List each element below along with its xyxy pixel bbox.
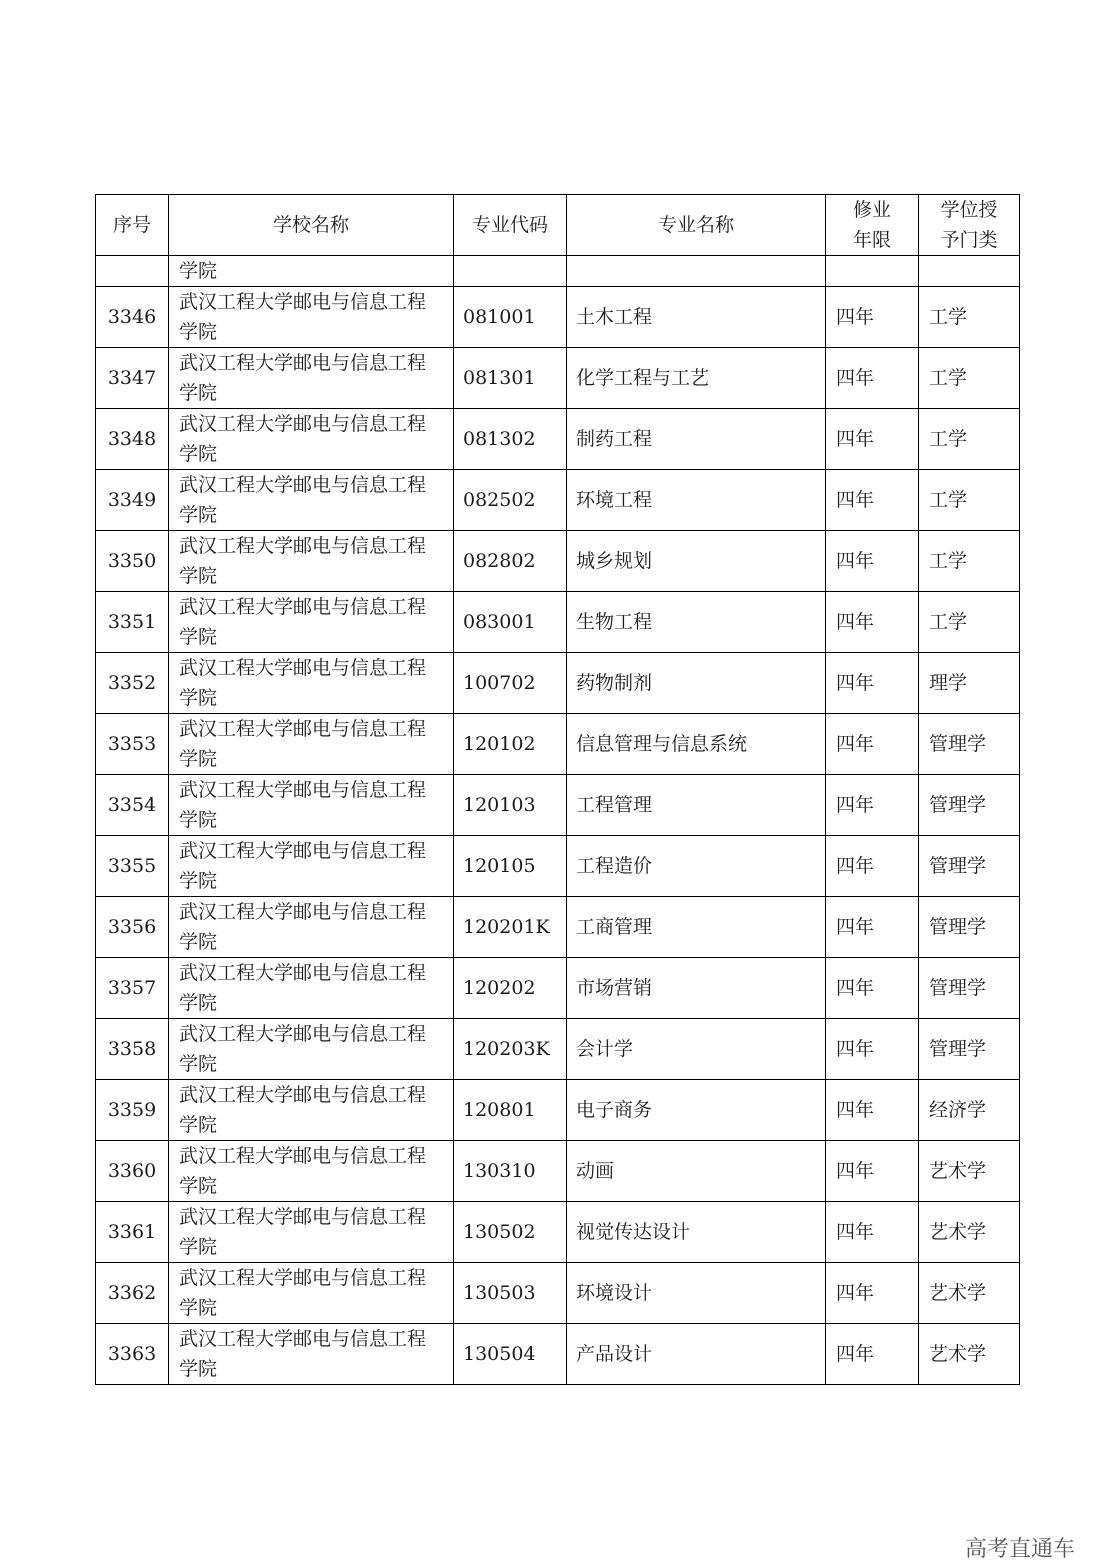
table-header-row [96, 195, 1020, 256]
cell-no: 3347 [96, 348, 169, 409]
cell-degree: 经济学 [919, 1080, 1020, 1141]
cell-code: 120103 [454, 775, 567, 836]
cell-no: 3349 [96, 470, 169, 531]
cell-no: 3361 [96, 1202, 169, 1263]
header-major: 专业名称 [567, 195, 826, 256]
cell-major: 土木工程 [567, 287, 826, 348]
table-row [96, 470, 1020, 531]
cell-code: 120202 [454, 958, 567, 1019]
cell-code: 130310 [454, 1141, 567, 1202]
table-row [96, 1324, 1020, 1385]
cell-school: 武汉工程大学邮电与信息工程 学院 [169, 653, 454, 714]
cell-major: 信息管理与信息系统 [567, 714, 826, 775]
table-row [96, 531, 1020, 592]
cell-degree: 工学 [919, 531, 1020, 592]
cell-years: 四年 [826, 897, 919, 958]
cell-no: 3357 [96, 958, 169, 1019]
cell-years: 四年 [826, 1324, 919, 1385]
table-row [96, 409, 1020, 470]
cell-years: 四年 [826, 775, 919, 836]
cell-major: 电子商务 [567, 1080, 826, 1141]
cell-no: 3353 [96, 714, 169, 775]
cell-no: 3355 [96, 836, 169, 897]
cell-school: 武汉工程大学邮电与信息工程 学院 [169, 1263, 454, 1324]
cell-degree: 艺术学 [919, 1263, 1020, 1324]
cell-code: 120203K [454, 1019, 567, 1080]
table-row [96, 714, 1020, 775]
cell-no: 3362 [96, 1263, 169, 1324]
table-row [96, 1080, 1020, 1141]
cell-code: 081301 [454, 348, 567, 409]
cell-school: 武汉工程大学邮电与信息工程 学院 [169, 1324, 454, 1385]
cell-no: 3352 [96, 653, 169, 714]
table-row [96, 897, 1020, 958]
cell-school: 武汉工程大学邮电与信息工程 学院 [169, 348, 454, 409]
cell-school: 武汉工程大学邮电与信息工程 学院 [169, 470, 454, 531]
cell-school: 武汉工程大学邮电与信息工程 学院 [169, 592, 454, 653]
cell-code: 083001 [454, 592, 567, 653]
table-row [96, 653, 1020, 714]
cell-degree: 工学 [919, 348, 1020, 409]
cell-code: 120201K [454, 897, 567, 958]
cell-major: 工商管理 [567, 897, 826, 958]
cell-degree: 工学 [919, 409, 1020, 470]
table-row [96, 1019, 1020, 1080]
cell-code: 120801 [454, 1080, 567, 1141]
cell-school: 武汉工程大学邮电与信息工程 学院 [169, 531, 454, 592]
cell-school: 武汉工程大学邮电与信息工程 学院 [169, 958, 454, 1019]
cell-years: 四年 [826, 836, 919, 897]
cell-years: 四年 [826, 1080, 919, 1141]
cell-degree: 艺术学 [919, 1141, 1020, 1202]
cell-years: 四年 [826, 653, 919, 714]
cell-major [567, 256, 826, 287]
cell-no: 3360 [96, 1141, 169, 1202]
cell-major: 城乡规划 [567, 531, 826, 592]
cell-school: 武汉工程大学邮电与信息工程 学院 [169, 1202, 454, 1263]
cell-school: 武汉工程大学邮电与信息工程 学院 [169, 1019, 454, 1080]
cell-no: 3363 [96, 1324, 169, 1385]
cell-years: 四年 [826, 470, 919, 531]
cell-major: 药物制剂 [567, 653, 826, 714]
cell-major: 工程管理 [567, 775, 826, 836]
cell-school: 武汉工程大学邮电与信息工程 学院 [169, 897, 454, 958]
cell-degree: 工学 [919, 592, 1020, 653]
cell-degree: 管理学 [919, 897, 1020, 958]
cell-school: 武汉工程大学邮电与信息工程 学院 [169, 836, 454, 897]
cell-major: 工程造价 [567, 836, 826, 897]
cell-degree: 艺术学 [919, 1324, 1020, 1385]
cell-degree: 管理学 [919, 714, 1020, 775]
cell-major: 会计学 [567, 1019, 826, 1080]
cell-code: 120105 [454, 836, 567, 897]
cell-major: 生物工程 [567, 592, 826, 653]
cell-no [96, 256, 169, 287]
table-row [96, 287, 1020, 348]
cell-major: 市场营销 [567, 958, 826, 1019]
header-code: 专业代码 [454, 195, 567, 256]
cell-years: 四年 [826, 409, 919, 470]
cell-major: 视觉传达设计 [567, 1202, 826, 1263]
cell-major: 制药工程 [567, 409, 826, 470]
cell-no: 3346 [96, 287, 169, 348]
cell-years: 四年 [826, 1019, 919, 1080]
cell-major: 产品设计 [567, 1324, 826, 1385]
cell-years: 四年 [826, 714, 919, 775]
cell-school: 武汉工程大学邮电与信息工程 学院 [169, 409, 454, 470]
table-row [96, 1263, 1020, 1324]
cell-school: 学院 [169, 256, 454, 287]
cell-code: 130502 [454, 1202, 567, 1263]
cell-major: 化学工程与工艺 [567, 348, 826, 409]
cell-years: 四年 [826, 1202, 919, 1263]
cell-code [454, 256, 567, 287]
cell-no: 3354 [96, 775, 169, 836]
cell-degree: 管理学 [919, 775, 1020, 836]
cell-years: 四年 [826, 958, 919, 1019]
cell-school: 武汉工程大学邮电与信息工程 学院 [169, 775, 454, 836]
cell-code: 081302 [454, 409, 567, 470]
cell-years: 四年 [826, 1263, 919, 1324]
header-years: 修业 年限 [826, 195, 919, 256]
cell-no: 3356 [96, 897, 169, 958]
cell-major: 环境工程 [567, 470, 826, 531]
table-row [96, 958, 1020, 1019]
cell-years: 四年 [826, 1141, 919, 1202]
header-degree: 学位授 予门类 [919, 195, 1020, 256]
cell-degree [919, 256, 1020, 287]
cell-degree: 工学 [919, 470, 1020, 531]
cell-school: 武汉工程大学邮电与信息工程 学院 [169, 1080, 454, 1141]
cell-code: 082802 [454, 531, 567, 592]
cell-school: 武汉工程大学邮电与信息工程 学院 [169, 287, 454, 348]
cell-code: 082502 [454, 470, 567, 531]
cell-school: 武汉工程大学邮电与信息工程 学院 [169, 1141, 454, 1202]
continuation-row [96, 256, 1020, 287]
table-row [96, 1141, 1020, 1202]
cell-years: 四年 [826, 531, 919, 592]
watermark-text: 高考直通车 [964, 1537, 1075, 1562]
cell-code: 100702 [454, 653, 567, 714]
table-row [96, 592, 1020, 653]
cell-no: 3348 [96, 409, 169, 470]
header-school: 学校名称 [169, 195, 454, 256]
cell-degree: 管理学 [919, 958, 1020, 1019]
header-no: 序号 [96, 195, 169, 256]
cell-code: 081001 [454, 287, 567, 348]
cell-code: 130503 [454, 1263, 567, 1324]
cell-degree: 理学 [919, 653, 1020, 714]
cell-degree: 管理学 [919, 1019, 1020, 1080]
cell-degree: 管理学 [919, 836, 1020, 897]
table-row [96, 348, 1020, 409]
cell-major: 环境设计 [567, 1263, 826, 1324]
cell-school: 武汉工程大学邮电与信息工程 学院 [169, 714, 454, 775]
cell-years [826, 256, 919, 287]
cell-no: 3350 [96, 531, 169, 592]
table-row [96, 836, 1020, 897]
cell-major: 动画 [567, 1141, 826, 1202]
majors-table [95, 194, 1020, 1385]
table-row [96, 1202, 1020, 1263]
table-row [96, 775, 1020, 836]
cell-no: 3358 [96, 1019, 169, 1080]
cell-no: 3359 [96, 1080, 169, 1141]
cell-degree: 艺术学 [919, 1202, 1020, 1263]
cell-no: 3351 [96, 592, 169, 653]
cell-years: 四年 [826, 348, 919, 409]
cell-years: 四年 [826, 592, 919, 653]
cell-code: 120102 [454, 714, 567, 775]
cell-code: 130504 [454, 1324, 567, 1385]
cell-degree: 工学 [919, 287, 1020, 348]
cell-years: 四年 [826, 287, 919, 348]
